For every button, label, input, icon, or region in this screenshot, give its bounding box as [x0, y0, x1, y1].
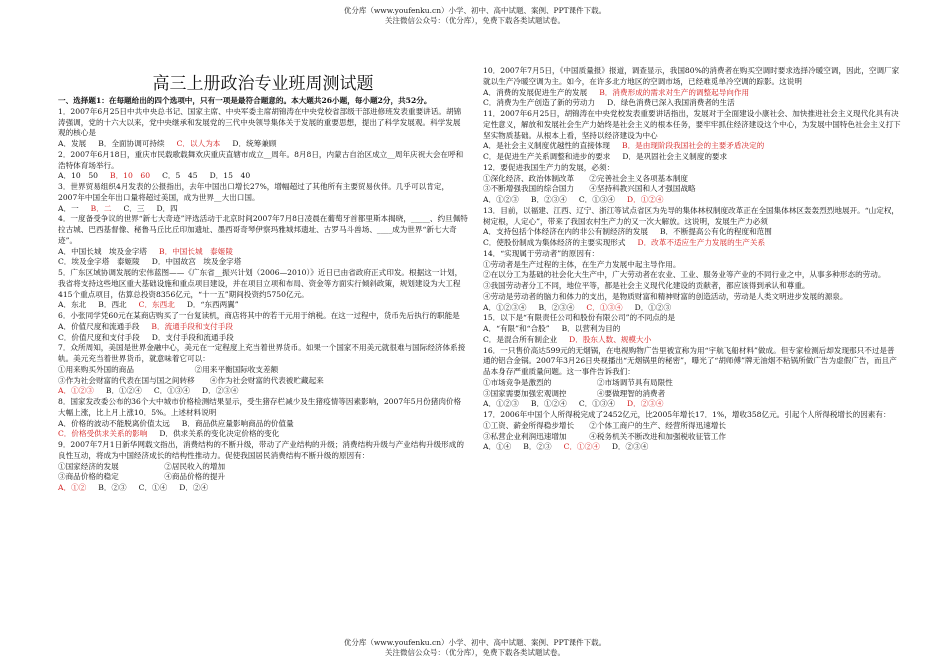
- question-text: 8．国家发改委公布的36个大中城市价格检测结果显示，受生猪存栏减少及生猪疫情等因素影响，2007年5月份猪肉价格大幅上涨，比上月上涨10．5%。上述材料说明: [58, 397, 462, 417]
- question-text: 12．要促进我国生产力的发展，必须：: [483, 162, 615, 172]
- answer-option: C．埃及金字塔 泰姬陵: [58, 257, 140, 267]
- page-header: [0, 6, 950, 26]
- answer-options: [483, 303, 901, 314]
- answer-option: B．不断提高公有化的程度和范围: [659, 227, 772, 237]
- question-text: ③我国劳动者分工不同，地位平等，都是社会主义现代化建设的贡献者，都应该得到承认和尊重。: [483, 281, 810, 290]
- answer-option: D．改革不适应生产力发展的生产关系: [637, 238, 766, 247]
- answer-option: A．消费的发展促进生产的发展: [483, 87, 588, 97]
- answer-options: [58, 247, 468, 258]
- answer-option: A．①④: [483, 442, 512, 452]
- answer-option: C．5 45: [162, 171, 198, 181]
- question-text: 14．“实现属于劳动者”的原因有：: [483, 248, 600, 258]
- answer-option: D．四: [156, 203, 178, 213]
- answer-option: D．①②③: [634, 302, 672, 312]
- question-text: ③私营企业利润迅速增加 ④税务机关不断改进和加强税收征管工作: [483, 431, 726, 441]
- answer-options: [58, 257, 468, 268]
- question-text: ①用来购买外国的商品 ②用来平衡国际收支差额: [58, 364, 279, 374]
- answer-option: B．全面协调可持续: [98, 139, 165, 148]
- question-text: 6．小张同学凭60元在某商店购买了一台复读机，商店将其中的若干元用于纳税。在这一过程中，货币先后执行的职能是: [58, 311, 460, 320]
- answer-options: [58, 333, 468, 344]
- question-text: ①工资、薪金所得稳步增长 ②个体工商户的生产、经营所得迅速增长: [483, 420, 726, 430]
- question-text: 3．世界贸易组织4月发表的公报指出，去年中国出口增长27%，增幅超过了其他所有主要贸易伙伴。几乎可以肯定，2007年中国全年出口量将超过美国，成为世界__大出口国。: [58, 182, 450, 202]
- page-footer: [0, 638, 950, 658]
- question-text: ③商品价格的稳定 ④商品价格的提升: [58, 472, 226, 482]
- answer-options: [58, 171, 468, 182]
- question-text: 13．目前，以福建、江西、辽宁、浙江等试点省区为先导的集体林权制度改革正在全国集体林区轰轰烈烈地展开。“山定权，树定根，人定心”，带来了我国农村生产力的又一次大解放。这说明，发展生产力必须: [483, 205, 900, 226]
- answer-option: C．价值尺度和支付手段: [58, 332, 140, 342]
- answer-option: D．统筹兼顾: [232, 139, 277, 148]
- answer-option: B．中国长城 泰姬陵: [159, 246, 233, 256]
- question-text: ④劳动是劳动者的脑力和体力的支出，是物质财富和精神财富的创造活动，劳动是人类文明进步发展的源泉。: [483, 291, 848, 301]
- answer-options: [483, 238, 901, 249]
- answer-options: [483, 335, 901, 346]
- answer-option: B．消费形成的需求对生产的调整起导向作用: [599, 87, 750, 97]
- answer-option: A．一: [58, 203, 79, 213]
- left-questions: [58, 107, 468, 494]
- answer-option: C．①③④: [153, 386, 191, 396]
- answer-options: [483, 141, 901, 152]
- answer-option: A．①②③: [483, 399, 519, 409]
- question-text: ①市场竞争是激烈的 ②市场调节具有局限性: [483, 377, 673, 387]
- question-text: ①国家经济的发展 ②居民收入的增加: [58, 461, 226, 471]
- question-text: ③国家需要加强宏观调控 ④要做理智的消费者: [483, 388, 666, 398]
- question-text: 10．2007年7月5日，《中国质量报》报道，调查显示，我国80%的消费者在购买空调时要求选择冷暖空调，因此，空调厂家就以生产冷暖空调为主。如今，在许多北方地区的空调市场，已经难觅单冷空调的踪影。这说明: [483, 66, 900, 86]
- answer-option: D．②④: [179, 483, 209, 492]
- question-text: 17．2006年中国个人所得税完成了2452亿元，比2005年增长17．1%，增收358亿元。引起个人所得税增长的因素有：: [483, 410, 891, 419]
- answer-options: [483, 442, 901, 453]
- question-text: 4．一度备受争议的世界“新七大奇迹”评选活动于北京时间2007年7月8日凌晨在葡萄牙首都里斯本揭晓，_____、约旦佩特拉古城、巴西基督像、秘鲁马丘比丘印加遗址、墨西哥奇琴伊察玛雅城邦遗址、古罗马斗兽场、____成为世界“新七大奇迹”。: [58, 214, 468, 245]
- answer-options: [483, 195, 901, 206]
- answer-option: A．①②: [58, 483, 87, 492]
- answer-option: C．三: [123, 203, 145, 213]
- answer-option: B．以营利为目的: [561, 324, 621, 333]
- answer-option: D．供求关系的变化决定价格的变化: [159, 429, 280, 439]
- answer-option: A．是社会主义制度优越性的直接体现: [483, 141, 610, 151]
- answer-option: A．①②③: [58, 386, 94, 396]
- answer-options: [58, 483, 468, 494]
- answer-option: A．中国长城 埃及金字塔: [58, 246, 148, 256]
- page-title: 高三上册政治专业班周测试题: [152, 74, 374, 94]
- answer-option: C．是促进生产关系调整和进步的要求: [483, 152, 611, 161]
- question-text: 2．2007年6月18日，重庆市民载歌载舞欢庆重庆直辖市成立__周年。8月8日，内蒙古自治区成立__周年庆祝大会在呼和浩特体育场举行。: [58, 149, 464, 170]
- answer-options: [483, 324, 901, 335]
- question-text: ③作为社会财富的代表在国与国之间转移 ④作为社会财富的代表被贮藏起来: [58, 375, 324, 385]
- answer-option: D．“东西两翼”: [186, 300, 239, 310]
- answer-option: A．价值尺度和流通手段: [58, 321, 140, 331]
- answer-option: C．以人为本: [176, 139, 221, 148]
- answer-option: A．①②③: [483, 195, 519, 204]
- answer-option: D．中国故宫 埃及金字塔: [151, 257, 242, 267]
- answer-option: C．东西北: [138, 300, 175, 310]
- answer-option: C．①③④: [578, 195, 616, 204]
- answer-options: [483, 152, 901, 163]
- answer-options: [58, 139, 468, 150]
- answer-options: [58, 429, 468, 440]
- answer-option: C．消费为生产创造了新的劳动力: [483, 98, 596, 108]
- answer-option: A．10 50: [58, 171, 98, 181]
- answer-option: A．支持包括个体经济在内的非公有制经济的发展: [483, 227, 648, 237]
- right-questions: [483, 66, 901, 453]
- answer-options: [58, 386, 468, 397]
- answer-option: A．发展: [58, 139, 87, 148]
- answer-option: D．②③④: [202, 386, 239, 396]
- answer-option: B．商品供应量影响商品的价值量: [181, 418, 294, 428]
- answer-option: B．是由现阶段我国社会的主要矛盾决定的: [621, 141, 765, 151]
- answer-option: C．①④: [138, 483, 168, 492]
- answer-options: [58, 300, 468, 311]
- answer-options: [483, 227, 901, 238]
- answer-option: B．①②④: [530, 399, 567, 409]
- footer-line-1: 优分库（www.youfenku.cn）小学、初中、高中试题、案例、PPT课件下载。: [343, 638, 607, 647]
- right-column: [483, 66, 901, 453]
- answer-option: D．支付手段和流通手段: [151, 332, 234, 342]
- answer-option: A．①②③④: [483, 302, 527, 312]
- left-column: [58, 96, 468, 494]
- question-text: ①劳动者是生产过程的主体，在生产力发展中起主导作用。: [483, 259, 681, 269]
- answer-options: [58, 322, 468, 333]
- answer-option: B．②③④: [530, 195, 567, 204]
- answer-options: [58, 419, 468, 430]
- header-line-2: 关注微信公众号：（优分库），免费下载各类试题试卷。: [385, 16, 565, 25]
- answer-option: D．②③④: [611, 442, 649, 452]
- answer-option: D．绿色消费已深入我国消费者的生活: [607, 98, 735, 108]
- answer-option: D．①②④: [627, 195, 664, 204]
- answer-option: C．①③④: [578, 399, 616, 409]
- answer-option: D．②③④: [627, 399, 664, 409]
- answer-option: C．①②④: [563, 442, 600, 452]
- question-text: ③不断增强我国的综合国力 ④坚持科教兴国和人才强国战略: [483, 184, 696, 194]
- question-text: 1．2007年6月25日中共中央总书记、国家主席、中央军委主席胡锦涛在中央党校省部级干部进修班发表重要讲话。胡锦涛强调，党的十六大以来，党中央继承和发展党的三代中央领导集体关于发展的重要思想，提出了科学发展观。科学发展观的核心是: [58, 106, 462, 138]
- answer-option: B．①②④: [105, 386, 142, 396]
- question-text: 9．2007年7月1日新华网载文指出，消费结构的不断升级，带动了产业结构的升级；消费结构升级与产业结构升级形成的良性互动，将成为中国经济成长的结构性推动力。促使我国居民消费结构不断升级的原因有：: [58, 440, 464, 460]
- header-line-1: 优分库（www.youfenku.cn）小学、初中、高中试题、案例、PPT课件下载。: [343, 6, 607, 15]
- answer-options: [58, 204, 468, 215]
- answer-option: C．①③④: [586, 302, 623, 312]
- answer-option: D．15 40: [209, 171, 251, 181]
- section-instructions: 一、选择题1：在每题给出的四个选项中，只有一项是最符合题意的。本大题共26小题，每小题2分，共52分。: [58, 96, 432, 105]
- answer-option: C．是混合所有制企业: [483, 334, 558, 344]
- question-text: 11．2007年6月25日，胡锦涛在中央党校发表重要讲话指出，发展对于全面建设小康社会、加快推进社会主义现代化具有决定性意义，解放和发展社会生产力始终是社会主义的根本任务，要牢牢抓住经济建设这个中心，为发展中国特色社会主义打下坚实物质基础。从根本上看，坚持以经济建设为中心: [483, 109, 901, 140]
- question-text: 15．以下是“有限责任公司和股份有限公司”的不同点的是: [483, 313, 676, 323]
- answer-option: D．股东人数、规模大小: [569, 334, 652, 344]
- answer-option: B．流通手段和支付手段: [151, 321, 233, 331]
- answer-option: A．价格的波动不能脱离价值太远: [58, 418, 170, 428]
- answer-option: C．使股份制成为集体经济的主要实现形式: [483, 238, 626, 247]
- question-text: 16．一只售价高达599元的无烟锅，在电视购物广告里被宣称为用“宇航飞船材料”做成。但专家检测后却发现那只不过是普通的铝合金锅。2007年3月26日央视播出“无烟锅里的秘密”，曝光了“胡师傅”牌无油烟不粘锅所做广告为虚假广告，而且产品本身存严重质量问题。这一事件告诉我们：: [483, 345, 897, 376]
- answer-option: B．②③: [98, 483, 127, 492]
- answer-option: B．②③④: [538, 302, 575, 312]
- answer-option: B．②③: [523, 442, 552, 452]
- question-text: 7．众所周知，美国是世界金融中心，美元在一定程度上充当着世界货币。如果一个国家不用美元就很难与国际经济体系接轨。美元充当着世界货币，就意味着它可以：: [58, 343, 466, 363]
- answer-option: B．西北: [98, 300, 127, 310]
- answer-options: [483, 399, 901, 410]
- question-text: ②在以分工为基础的社会化大生产中，广大劳动者在农业、工业、服务业等产业的不同行业之中，从事多种形态的劳动。: [483, 270, 886, 280]
- answer-options: [483, 98, 901, 109]
- answer-option: D．是巩固社会主义制度的要求: [622, 152, 728, 161]
- answer-option: B．二: [90, 203, 112, 213]
- question-text: 5．广东区域协调发展的宏伟蓝图——《广东省__振兴计划（2006—2010）》近日已由省政府正式印发。根据这一计划，我省将支持这些地区重大基础设施和重点项目建设，并在项目立项和布局、资金等方面实行倾斜政策，规划建设为大工程415个重点项目，估算总投资8356亿元，“十一五”期间投资约5750亿元。: [58, 268, 463, 299]
- answer-option: A．东北: [58, 300, 87, 310]
- answer-option: A．“有限”和“合股”: [483, 324, 550, 333]
- question-text: ①深化经济、政治体制改革 ②完善社会主义各项基本制度: [483, 173, 689, 183]
- answer-options: [483, 88, 901, 99]
- footer-line-2: 关注微信公众号：（优分库），免费下载各类试题试卷。: [385, 648, 565, 657]
- answer-option: B．10 60: [110, 171, 151, 181]
- answer-option: C．价格受供求关系的影响: [58, 429, 148, 439]
